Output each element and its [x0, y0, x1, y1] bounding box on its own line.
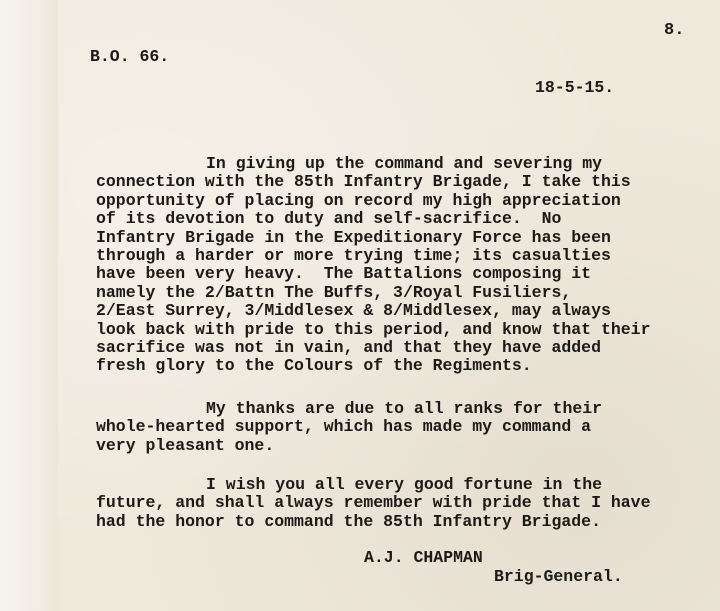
text-line: sacrifice was not in vain, and that they have added [96, 337, 601, 357]
text-line: look back with pride to this period, and know that their [96, 319, 651, 339]
order-reference: B.O. 66. [90, 47, 170, 66]
text-line: Infantry Brigade in the Expeditionary Force has been [96, 227, 611, 247]
text-line: fresh glory to the Colours of the Regiments. [96, 356, 532, 376]
text-line: 2/East Surrey, 3/Middlesex & 8/Middlesex, may always [96, 301, 611, 321]
text-line: whole-hearted support, which has made my command a [96, 417, 592, 437]
signature-name: A.J. CHAPMAN [364, 548, 483, 567]
text-line: very pleasant one. [96, 435, 275, 455]
text-line: My thanks are due to all ranks for their [206, 399, 603, 418]
text-line: namely the 2/Battn The Buffs, 3/Royal Fusiliers, [96, 282, 572, 302]
text-line: future, and shall always remember with pride that I have [96, 493, 651, 513]
page-number: 8. [664, 21, 685, 40]
page-margin-strip [0, 0, 58, 611]
text-line: had the honor to command the 85th Infantry Brigade. [96, 511, 601, 531]
text-line: through a harder or more trying time; its casualties [96, 245, 611, 265]
text-line: have been very heavy. The Battalions composing it [96, 264, 592, 284]
paragraph-3 [96, 476, 716, 531]
text-line: opportunity of placing on record my high appreciation [96, 190, 621, 210]
document-date: 18-5-15. [535, 78, 615, 97]
text-line: I wish you all every good fortune in the [206, 475, 603, 494]
signature-title: Brig-General. [494, 567, 623, 586]
paragraph-1 [96, 155, 716, 376]
text-line: connection with the 85th Infantry Brigade, I take this [96, 172, 631, 192]
paragraph-2 [96, 400, 716, 455]
text-line: of its devotion to duty and self-sacrifice. No [96, 209, 562, 229]
text-line: In giving up the command and severing my [206, 154, 603, 173]
